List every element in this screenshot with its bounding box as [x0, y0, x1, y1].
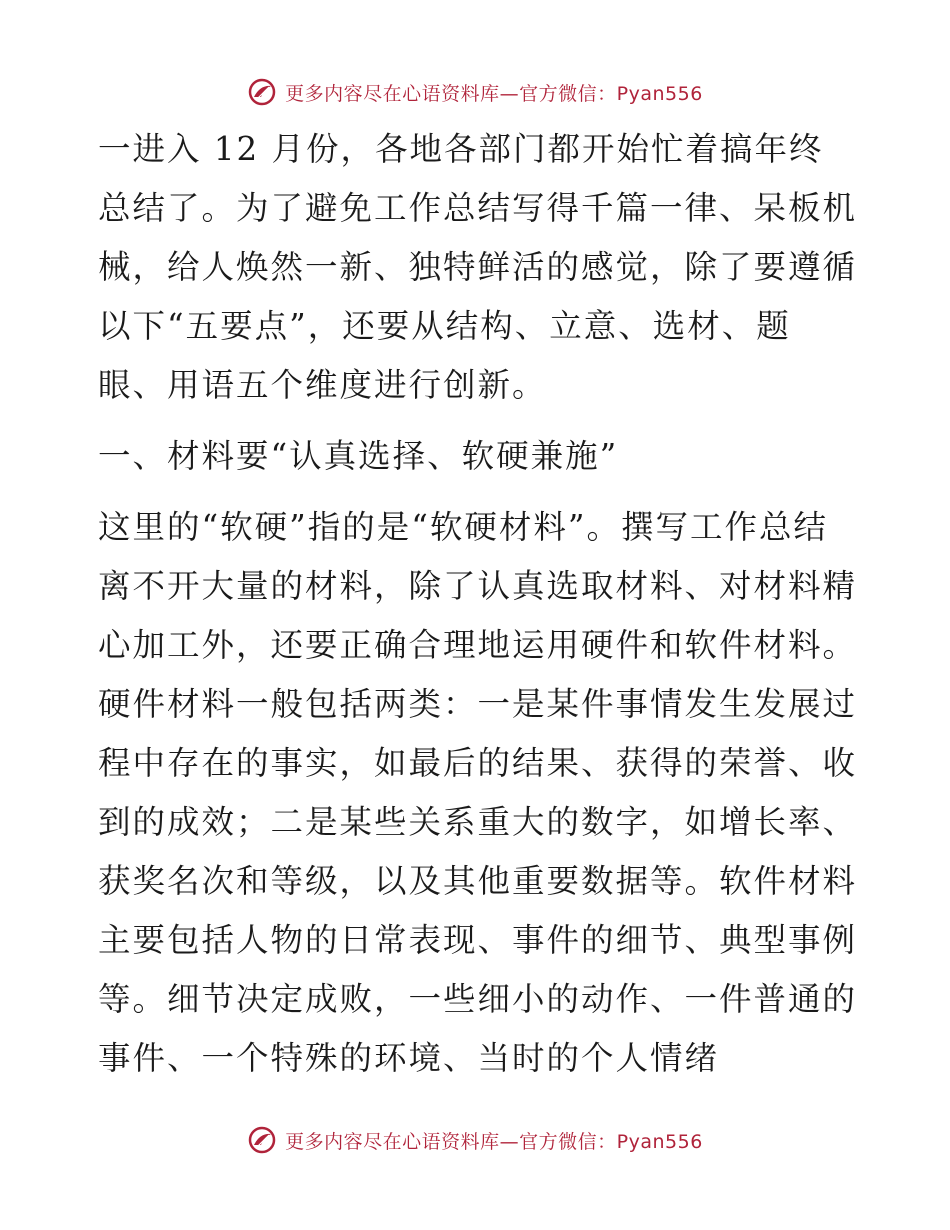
paragraph-body: 这里的“软硬”指的是“软硬材料”。撰写工作总结离不开大量的材料，除了认真选取材料、对材料精心加工外，还要正确合理地运用硬件和软件材料。硬件材料一般包括两类：一是某件事情发生发展过程中存在的事实，如最后的结果、获得的荣誉、收到的成效；二是某些关系重大的数字，如增长率、获奖名次和等级，以及其他重要数据等。软件材料主要包括人物的日常表现、事件的细节、典型事例等。细节决定成败，一些细小的动作、一件普通的事件、一个特殊的环境、当时的个人情绪 [98, 508, 858, 1077]
section-heading: 一、材料要“认真选择、软硬兼施” [98, 437, 619, 475]
footer-banner-message: 更多内容尽在心语资料库—官方微信： [285, 1130, 617, 1153]
banner-handle: Pyan556 [616, 82, 703, 105]
logo-icon [247, 77, 277, 107]
footer-banner-handle: Pyan556 [616, 1130, 703, 1153]
header-banner [0, 72, 950, 112]
logo-icon [247, 1125, 277, 1155]
footer-banner-text [285, 1127, 703, 1154]
document-body [98, 120, 858, 1088]
footer-banner [0, 1120, 950, 1160]
paragraph-intro: 一进入 12 月份，各地各部门都开始忙着搞年终总结了。为了避免工作总结写得千篇一律、呆板机械，给人焕然一新、独特鲜活的感觉，除了要遵循以下“五要点”，还要从结构、立意、选材、题眼、用语五个维度进行创新。 [98, 130, 858, 404]
banner-message: 更多内容尽在心语资料库—官方微信： [285, 82, 617, 105]
header-banner-text [285, 79, 703, 106]
